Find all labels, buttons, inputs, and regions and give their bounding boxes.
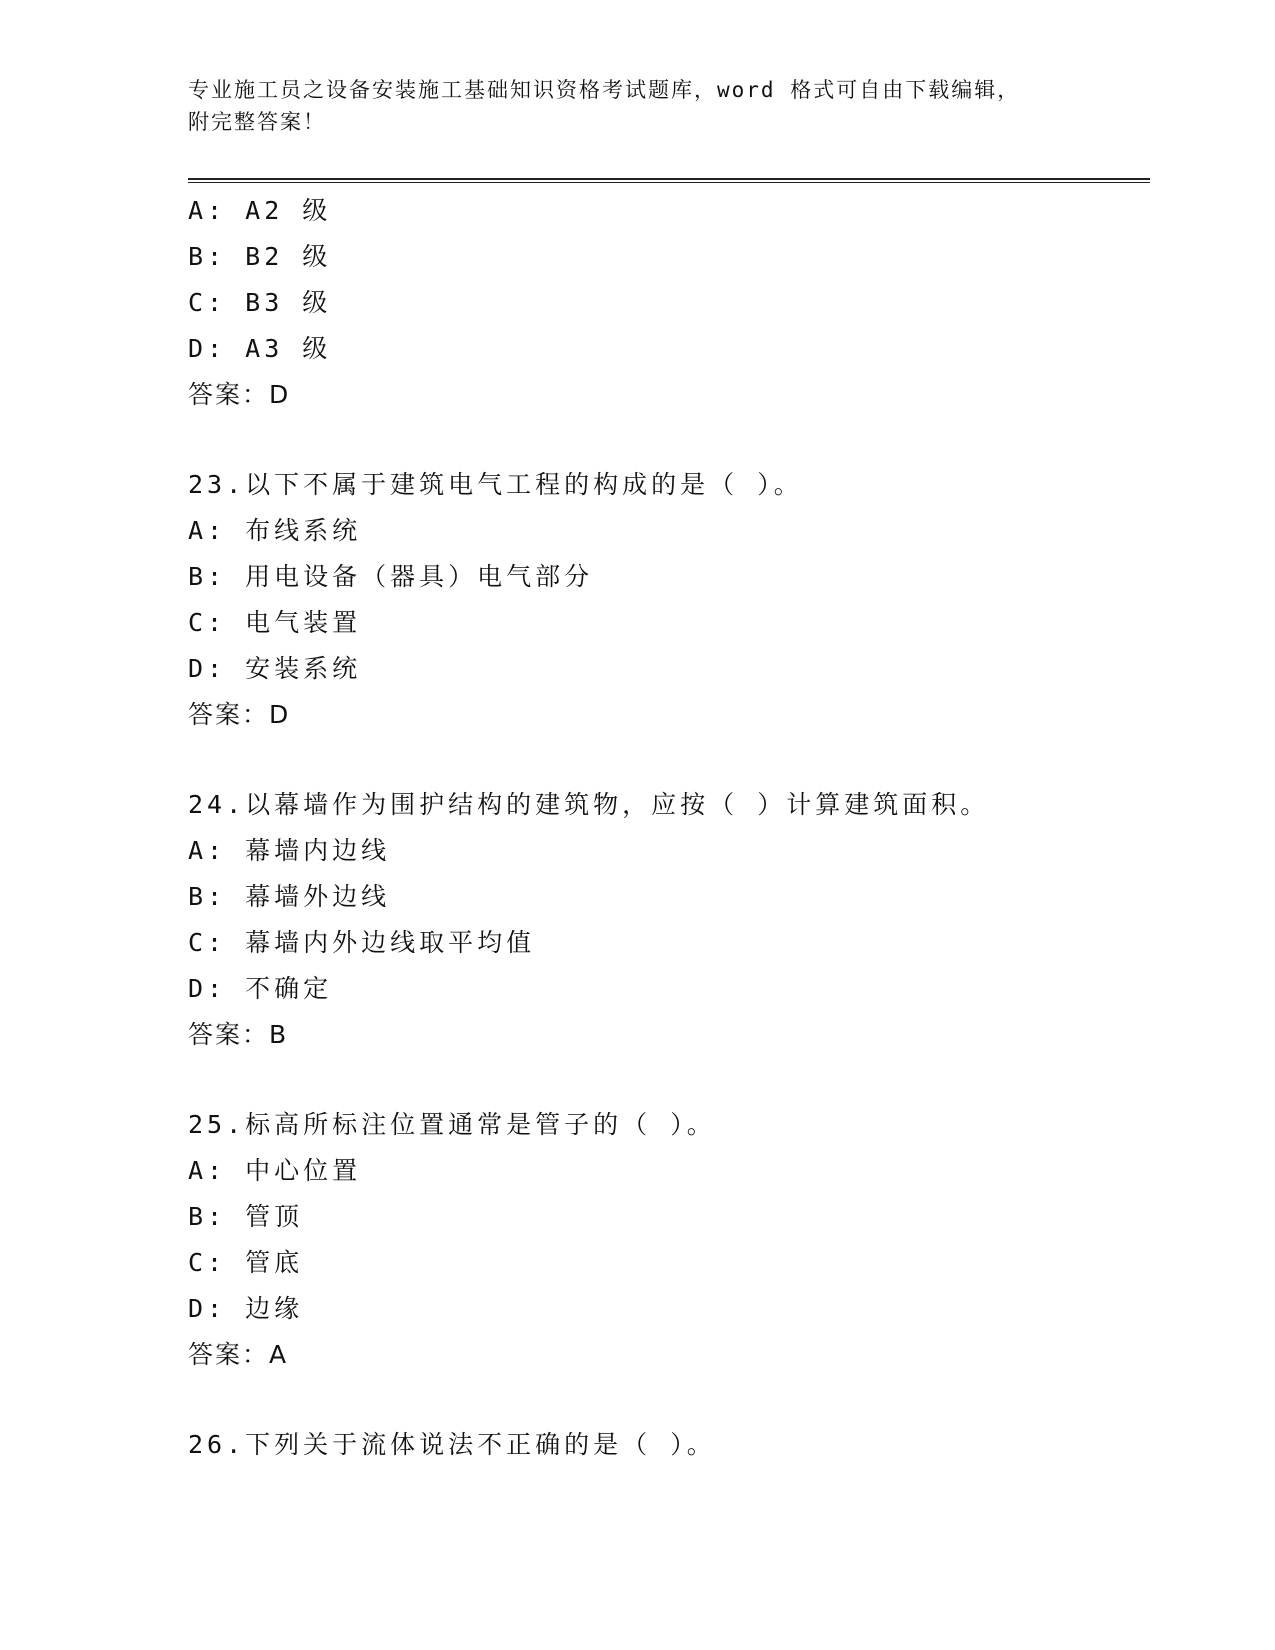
answer-line: 答案：B [188,1020,289,1049]
header-divider-top [188,178,1150,180]
question-text: 23.以下不属于建筑电气工程的构成的是（ ）。 [188,470,803,499]
option-b: B: 用电设备（器具）电气部分 [188,562,594,591]
spacer [188,1378,1150,1422]
option-b: B: B2 级 [188,242,332,271]
question-text: 25.标高所标注位置通常是管子的（ ）。 [188,1110,716,1139]
answer-line: 答案：D [188,700,291,729]
option-a: A: 幕墙内边线 [188,836,391,865]
option-a: A: 布线系统 [188,516,362,545]
header-divider-bottom [188,182,1150,183]
header-line-2: 附完整答案！ [188,110,326,134]
option-c: C: 管底 [188,1248,304,1277]
option-d: D: A3 级 [188,334,332,363]
question-text: 24.以幕墙作为围护结构的建筑物，应按（ ）计算建筑面积。 [188,790,990,819]
spacer [188,738,1150,782]
answer-line: 答案：D [188,380,291,409]
question-26-block [188,1422,1150,1468]
spacer [188,1058,1150,1102]
option-c: C: 电气装置 [188,608,362,637]
spacer [188,418,1150,462]
answer-line: 答案：A [188,1340,289,1369]
question-22-block [188,188,1150,418]
question-25-block [188,1102,1150,1378]
question-text: 26.下列关于流体说法不正确的是（ ）。 [188,1430,716,1459]
option-a: A: A2 级 [188,196,332,225]
option-c: C: 幕墙内外边线取平均值 [188,928,536,957]
option-d: D: 不确定 [188,974,333,1003]
option-d: D: 安装系统 [188,654,362,683]
option-b: B: 幕墙外边线 [188,882,391,911]
question-24-block [188,782,1150,1058]
option-c: C: B3 级 [188,288,332,317]
question-list [188,188,1150,1468]
header-line-1: 专业施工员之设备安装施工基础知识资格考试题库，word 格式可自由下载编辑， [188,78,1021,102]
question-23-block [188,462,1150,738]
option-b: B: 管顶 [188,1202,304,1231]
document-header [188,74,1088,138]
option-a: A: 中心位置 [188,1156,362,1185]
option-d: D: 边缘 [188,1294,304,1323]
